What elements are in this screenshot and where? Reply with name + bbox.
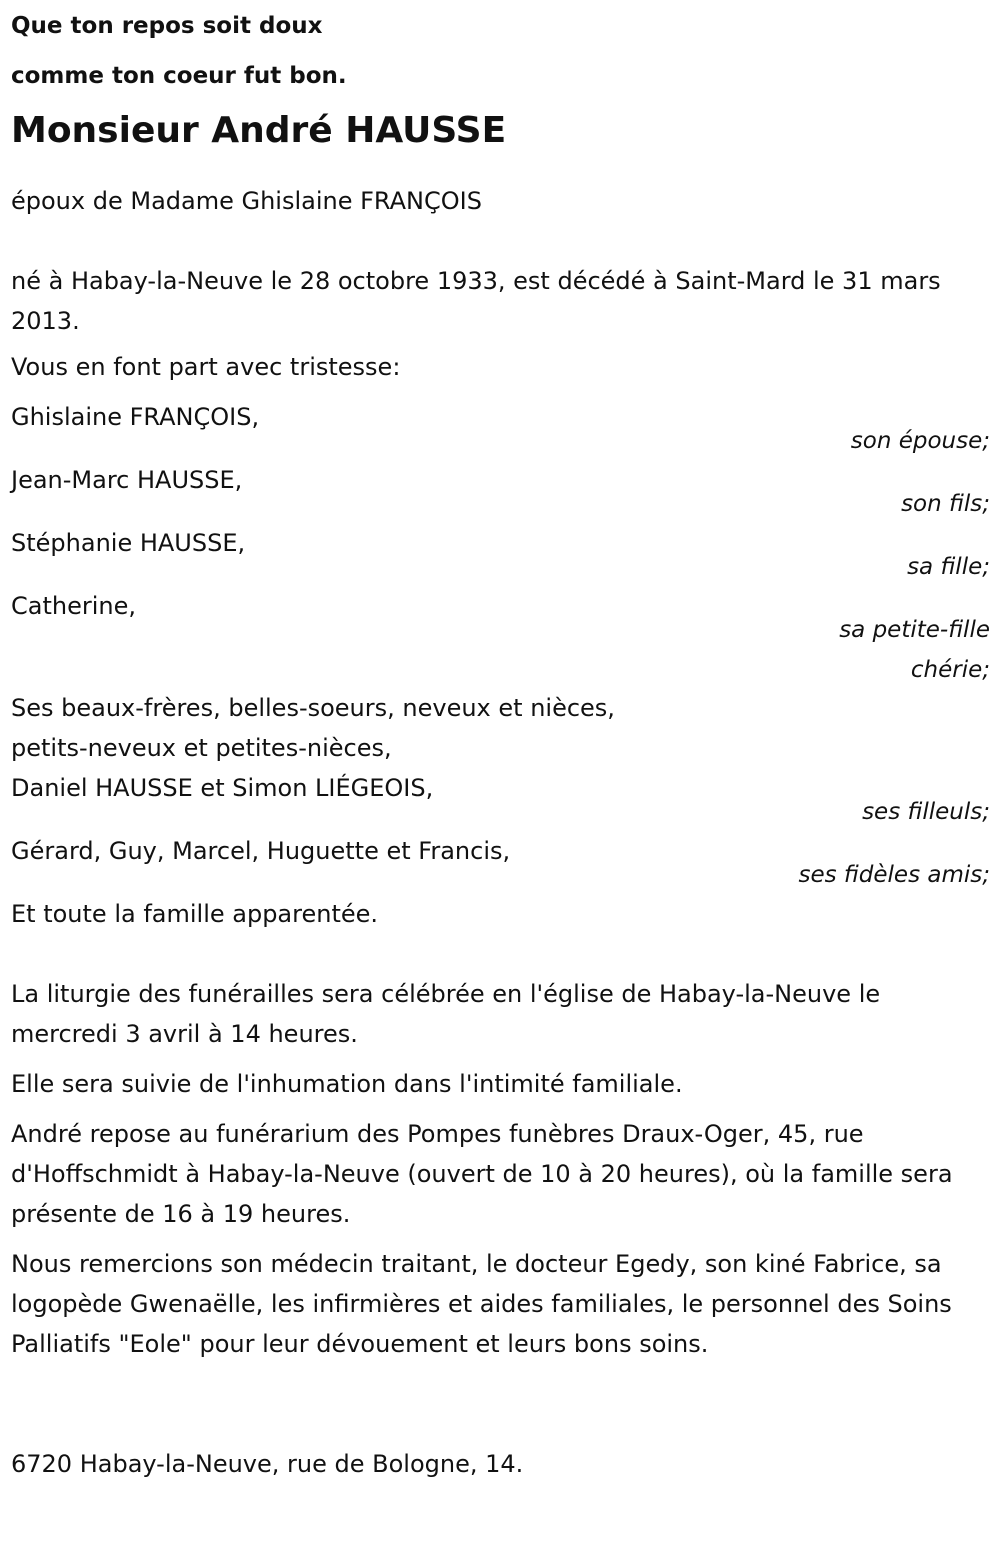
burial-paragraph: Elle sera suivie de l'inhumation dans l'intimité familiale. bbox=[11, 1070, 683, 1098]
family-line-2: petits-neveux et petites-nièces, bbox=[11, 734, 392, 762]
home-address: 6720 Habay-la-Neuve, rue de Bologne, 14. bbox=[11, 1450, 524, 1478]
family-closing: Et toute la famille apparentée. bbox=[11, 900, 379, 928]
funerarium-paragraph: André repose au funérarium des Pompes funèbres Draux-Oger, 45, rue d'Hoffschmidt à Habay-la-Neuve (ouvert de 10 à 20 heures), où la famille sera présente de 16 à 19 heures. bbox=[11, 1120, 953, 1228]
mourner-relation: ses fidèles amis; bbox=[798, 862, 990, 888]
extended-family bbox=[11, 688, 990, 768]
epigraph bbox=[11, 0, 990, 101]
mourner-name: Daniel HAUSSE et Simon LIÉGEOIS, bbox=[11, 774, 434, 802]
birth-death-line: né à Habay-la-Neuve le 28 octobre 1933, est décédé à Saint-Mard le 31 mars 2013. bbox=[11, 267, 941, 335]
mourner-name: Jean-Marc HAUSSE, bbox=[11, 466, 243, 494]
mourner-name: Gérard, Guy, Marcel, Huguette et Francis, bbox=[11, 837, 511, 865]
thanks-paragraph: Nous remercions son médecin traitant, le docteur Egedy, son kiné Fabrice, sa logopède Gwenaëlle, les infirmières et aides familiales, le personnel des Soins Palliatifs "Eole" pour leur dévouement et leurs bons soins. bbox=[11, 1250, 952, 1358]
epigraph-line-2: comme ton coeur fut bon. bbox=[11, 63, 347, 89]
mourner-friends bbox=[11, 831, 990, 894]
mourner-name: Stéphanie HAUSSE, bbox=[11, 529, 246, 557]
deceased-name: Monsieur André HAUSSE bbox=[11, 110, 507, 151]
epigraph-line-1: Que ton repos soit doux bbox=[11, 13, 323, 39]
mourner-godchildren bbox=[11, 768, 990, 831]
mourner-daughter bbox=[11, 523, 990, 586]
mourner-relation: sa petite-fille chérie; bbox=[839, 617, 990, 683]
family-line-1: Ses beaux-frères, belles-soeurs, neveux et nièces, bbox=[11, 694, 615, 722]
mourner-relation: ses filleuls; bbox=[862, 799, 990, 825]
mourner-son bbox=[11, 460, 990, 523]
mourner-relation: sa fille; bbox=[907, 554, 990, 580]
mourner-spouse bbox=[11, 397, 990, 460]
mourner-relation: son fils; bbox=[901, 491, 990, 517]
liturgy-paragraph: La liturgie des funérailles sera célébrée en l'église de Habay-la-Neuve le mercredi 3 avril à 14 heures. bbox=[11, 980, 881, 1048]
mourner-name: Catherine, bbox=[11, 592, 136, 620]
mourner-relation: son épouse; bbox=[850, 428, 990, 454]
spouse-line: époux de Madame Ghislaine FRANÇOIS bbox=[11, 187, 482, 215]
mourner-name: Ghislaine FRANÇOIS, bbox=[11, 403, 260, 431]
mourner-granddaughter bbox=[11, 586, 990, 688]
announcement-intro: Vous en font part avec tristesse: bbox=[11, 353, 401, 381]
